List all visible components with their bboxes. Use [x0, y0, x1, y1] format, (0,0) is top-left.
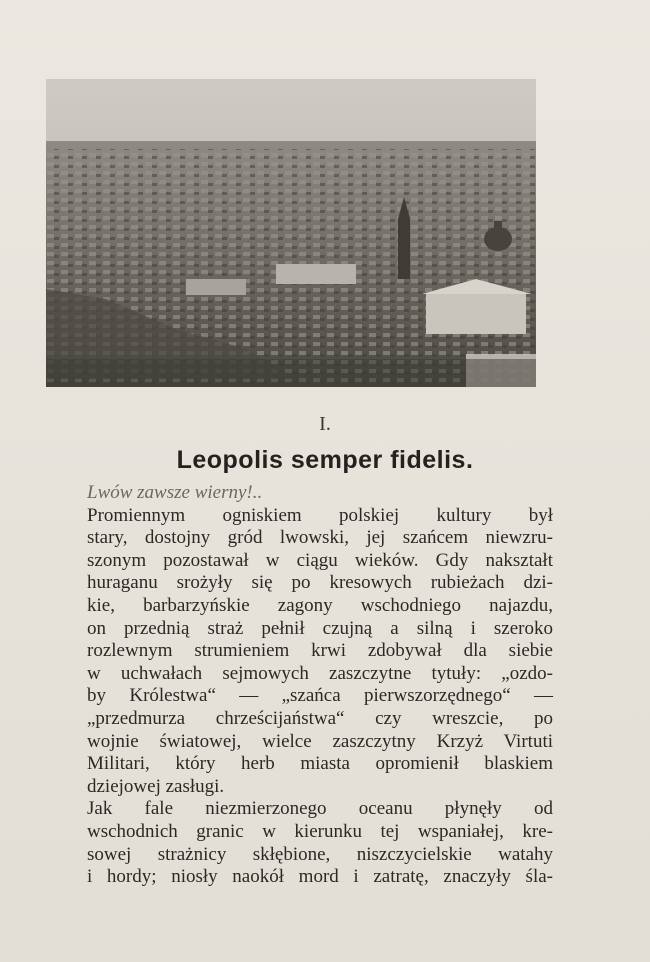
- text-line: by Królestwa“ — „szańca pierwszorzędnego“ —: [87, 685, 553, 707]
- text-line: rozlewnym strumieniem krwi zdobywał dla siebie: [87, 640, 553, 662]
- text-line: i hordy; niosły naokół mord i zatratę, znaczyły śla-: [87, 866, 553, 888]
- chapter-number: I.: [319, 413, 331, 435]
- text-line: sowej strażnicy skłębione, niszczycielskie watahy: [87, 843, 553, 865]
- text-line: huraganu srożyły się po kresowych rubieżach dzi-: [87, 572, 553, 594]
- text-line: wschodnich granic w kierunku tej wspaniałej, kre-: [87, 820, 553, 842]
- text-line: stary, dostojny gród lwowski, jej szańcem niewzru-: [87, 527, 553, 549]
- text-line: „przedmurza chrześcijaństwa“ czy wreszcie, po: [87, 707, 553, 729]
- text-line: w uchwałach sejmowych zaszczytne tytuły: „ozdo-: [87, 662, 553, 684]
- text-line: szonym pozostawał w ciągu wieków. Gdy nakształt: [87, 549, 553, 571]
- text-line: kie, barbarzyńskie zagony wschodniego najazdu,: [87, 594, 553, 616]
- chapter-title: Leopolis semper fidelis.: [176, 446, 474, 474]
- city-panorama-illustration: [46, 79, 536, 387]
- text-line: Promiennym ogniskiem polskiej kultury był: [87, 504, 553, 526]
- city-panorama-photo: [46, 79, 536, 387]
- text-line: Lwów zawsze wierny!..: [87, 482, 263, 503]
- text-line: dziejowej zasługi.: [87, 775, 225, 797]
- body-text: [87, 482, 553, 889]
- text-line: Militari, który herb miasta opromienił blaskiem: [87, 753, 553, 775]
- text-line: Jak fale niezmierzonego oceanu płynęły od: [87, 798, 553, 820]
- text-line: on przednią straż pełnił czujną a silną i szeroko: [87, 617, 553, 639]
- text-line: wojnie światowej, wielce zaszczytny Krzyż Virtuti: [87, 730, 553, 752]
